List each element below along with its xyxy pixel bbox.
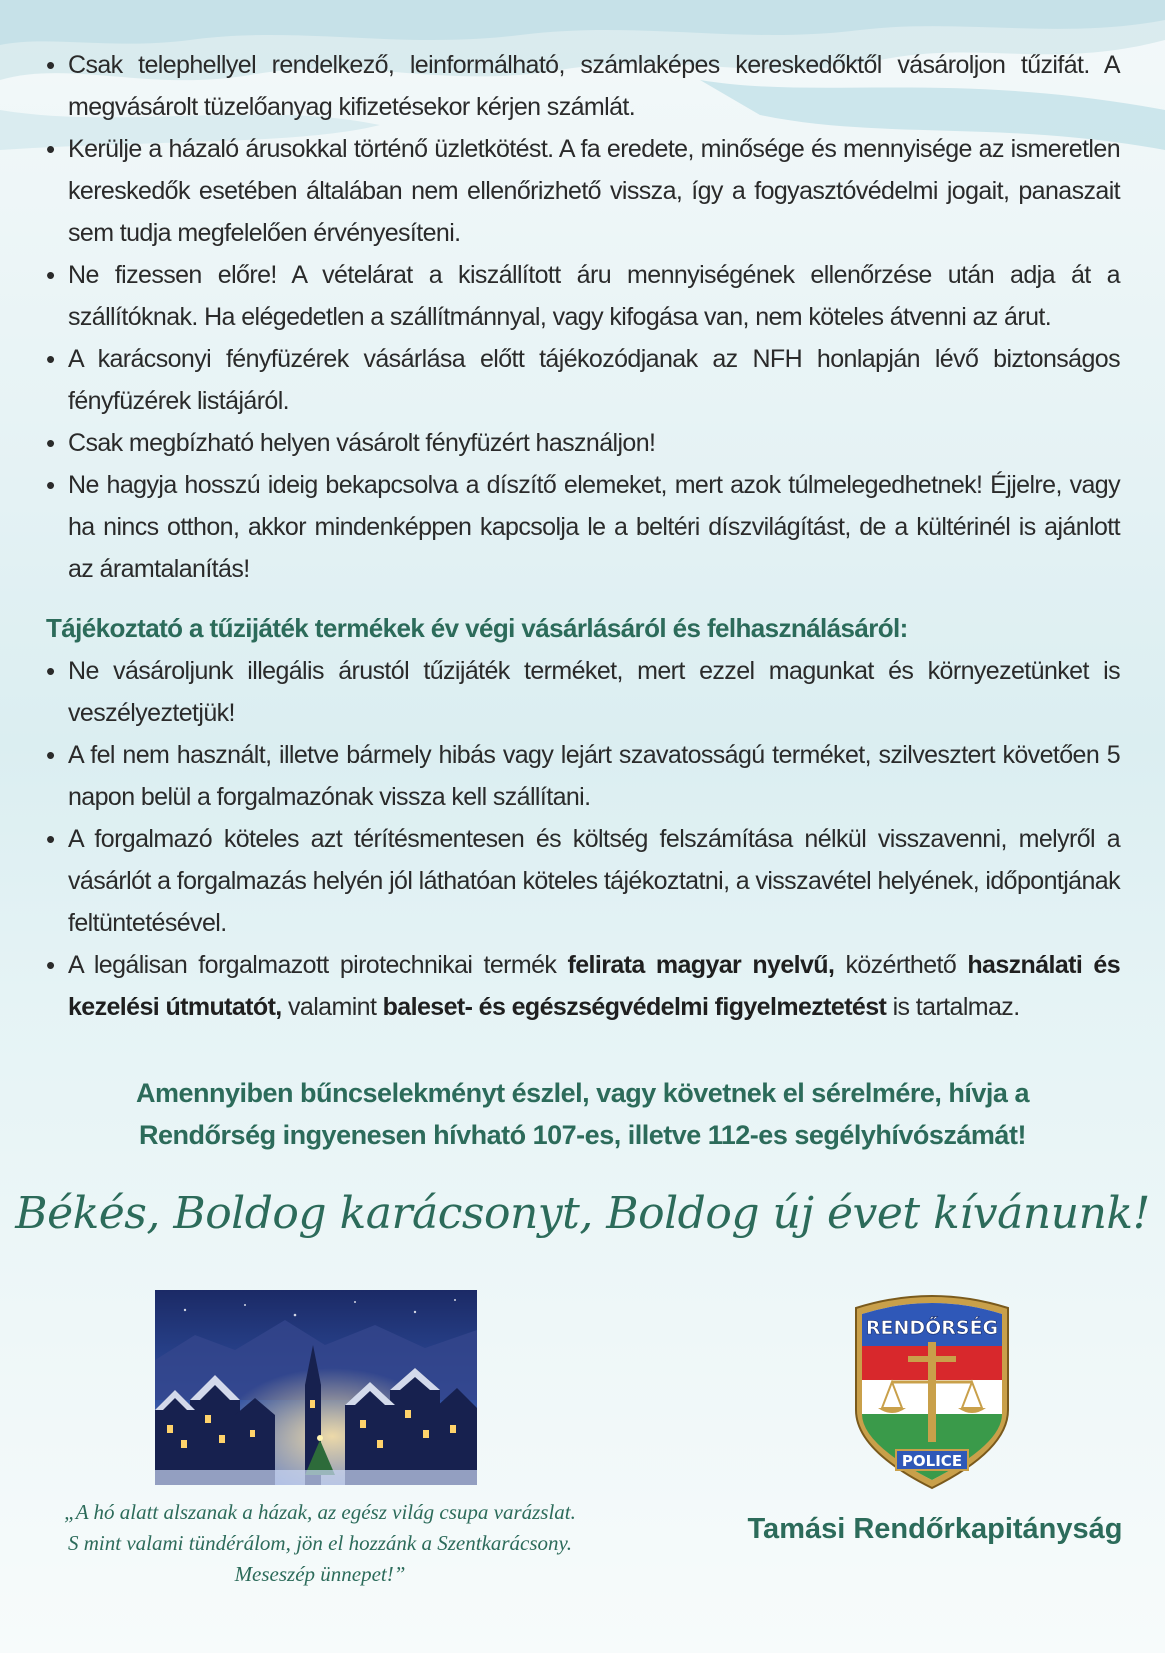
list-item (46, 128, 1120, 254)
emphasis-text: használati és kezelési útmutatót, (68, 951, 1120, 1021)
item-text: Kerülje a házaló árusokkal történő üzletkötést. A fa eredete, minősége és mennyisége az ismeretlen kereskedők esetében általában nem ellenőrizhető vissza, így a fogyasztóvédelmi jogait, panaszait sem tudja megfelelően érvényesíteni. (68, 135, 1120, 247)
item-text: valamint (281, 993, 383, 1021)
item-text: A forgalmazó köteles azt térítésmentesen és költség felszámítása nélkül visszavenni, melyről a vásárlót a forgalmazás helyén jól láthatóan köteles tájékoztatni, a visszavétel helyének, időpontjának feltüntetésével. (68, 825, 1120, 937)
list-item (46, 734, 1120, 818)
item-text: is tartalmaz. (886, 993, 1020, 1021)
emphasis-text: baleset- és egészségvédelmi figyelmeztetést (382, 993, 887, 1021)
badge-bottom-text: POLICE (901, 1452, 963, 1470)
alert-line-1: Amennyiben bűncselekményt észlel, vagy követnek el sérelmére, hívja a (136, 1078, 1029, 1108)
quote-line-1: „A hó alatt alszanak a házak, az egész világ csupa varázslat. (64, 1500, 576, 1524)
winter-village-image (155, 1290, 477, 1485)
holiday-greeting: Békés, Boldog karácsonyt, Boldog új évet kívánunk! (15, 1188, 1150, 1239)
quote-line-3: Meseszép ünnepet!” (234, 1562, 406, 1586)
item-text: A legálisan forgalmazott pirotechnikai termék (68, 951, 568, 979)
list-item (46, 422, 1120, 464)
item-text: Csak telephellyel rendelkező, leinformálható, számlaképes kereskedőktől vásároljon tűzifát. A megvásárolt tüzelőanyag kifizetésekor kérjen számlát. (68, 51, 1120, 121)
fireworks-section-title: Tájékoztató a tűzijáték termékek év végi vásárlásáról és felhasználásáról: (46, 613, 908, 643)
quote-line-2: S mint valami tündérálom, jön el hozzánk a Szentkarácsony. (68, 1531, 572, 1555)
main-content (46, 44, 1120, 1028)
poem-quote (40, 1497, 600, 1590)
organization-name: Tamási Rendőrkapitányság (747, 1513, 1123, 1545)
fireworks-tips-list (46, 650, 1120, 1028)
item-text: A karácsonyi fényfüzérek vásárlása előtt tájékozódjanak az NFH honlapján lévő biztonságos fényfüzérek listájáról. (68, 345, 1120, 415)
item-text: Ne hagyja hosszú ideig bekapcsolva a díszítő elemeket, mert azok túlmelegedhetnek! Éjjelre, vagy ha nincs otthon, akkor mindenképpen kapcsolja le a beltéri díszvilágítást, de a kültérinél is ajánlott az áramtalanítás! (68, 471, 1120, 583)
item-text: közérthető (834, 951, 968, 979)
item-text: A fel nem használt, illetve bármely hibás vagy lejárt szavatosságú terméket, szilvesztert követően 5 napon belül a forgalmazónak vissza kell szállítani. (68, 741, 1120, 811)
item-text: Ne vásároljunk illegális árustól tűzijáték terméket, mert ezzel magunkat és környezetünket is veszélyeztetjük! (68, 657, 1120, 727)
item-text: Ne fizessen előre! A vételárat a kiszállított áru mennyiségének ellenőrzése után adja át a szállítóknak. Ha elégedetlen a szállítmánnyal, vagy kifogása van, nem köteles átvenni az árut. (68, 261, 1120, 331)
item-text: Csak megbízható helyen vásárolt fényfüzért használjon! (68, 429, 656, 457)
alert-line-2: Rendőrség ingyenesen hívható 107-es, illetve 112-es segélyhívószámát! (139, 1120, 1026, 1150)
list-item (46, 818, 1120, 944)
list-item (46, 44, 1120, 128)
list-item (46, 338, 1120, 422)
safety-tips-list (46, 44, 1120, 590)
emergency-alert (0, 1072, 1165, 1156)
emphasis-text: felirata magyar nyelvű, (567, 951, 835, 979)
list-item (46, 254, 1120, 338)
police-badge-logo (848, 1290, 1016, 1490)
badge-top-text: RENDŐRSÉG (865, 1317, 999, 1339)
list-item (46, 650, 1120, 734)
list-item (46, 464, 1120, 590)
list-item (46, 944, 1120, 1028)
